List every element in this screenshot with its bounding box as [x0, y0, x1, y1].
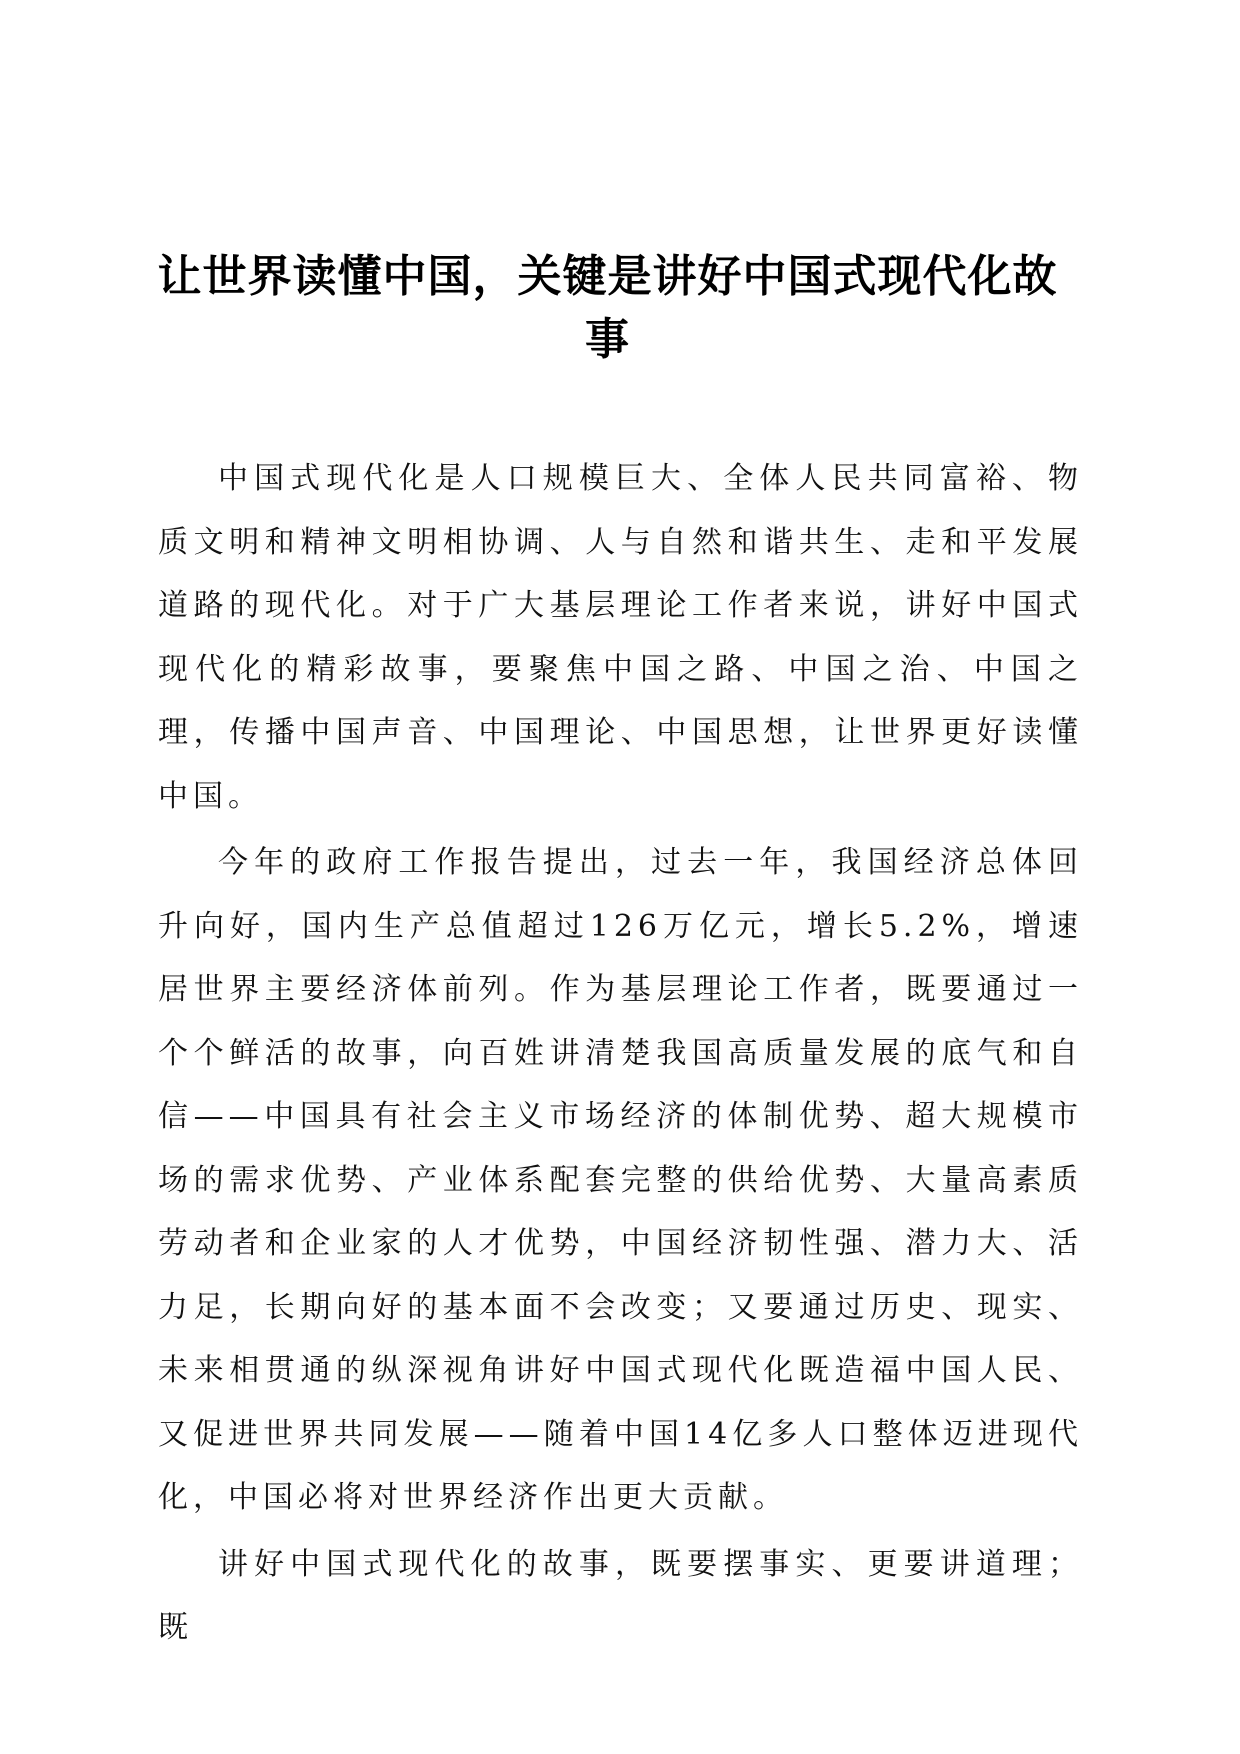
document-body — [158, 447, 1083, 1663]
paragraph-2: 今年的政府工作报告提出，过去一年，我国经济总体回升向好，国内生产总值超过126万亿元，增长5.2%，增速居世界主要经济体前列。作为基层理论工作者，既要通过一个个鲜活的故事，向百姓讲清楚我国高质量发展的底气和自信——中国具有社会主义市场经济的体制优势、超大规模市场的需求优势、产业体系配套完整的供给优势、大量高素质劳动者和企业家的人才优势，中国经济韧性强、潜力大、活力足，长期向好的基本面不会改变；又要通过历史、现实、未来相贯通的纵深视角讲好中国式现代化既造福中国人民、又促进世界共同发展——随着中国14亿多人口整体迈进现代化，中国必将对世界经济作出更大贡献。 — [158, 845, 1083, 1515]
document-title: 让世界读懂中国，关键是讲好中国式现代化故事 — [157, 251, 1058, 365]
paragraph-3: 讲好中国式现代化的故事，既要摆事实、更要讲道理；既 — [158, 1546, 1083, 1645]
paragraph-1: 中国式现代化是人口规模巨大、全体人民共同富裕、物质文明和精神文明相协调、人与自然和谐共生、走和平发展道路的现代化。对于广大基层理论工作者来说，讲好中国式现代化的精彩故事，要聚焦中国之路、中国之治、中国之理，传播中国声音、中国理论、中国思想，让世界更好读懂中国。 — [158, 461, 1083, 814]
